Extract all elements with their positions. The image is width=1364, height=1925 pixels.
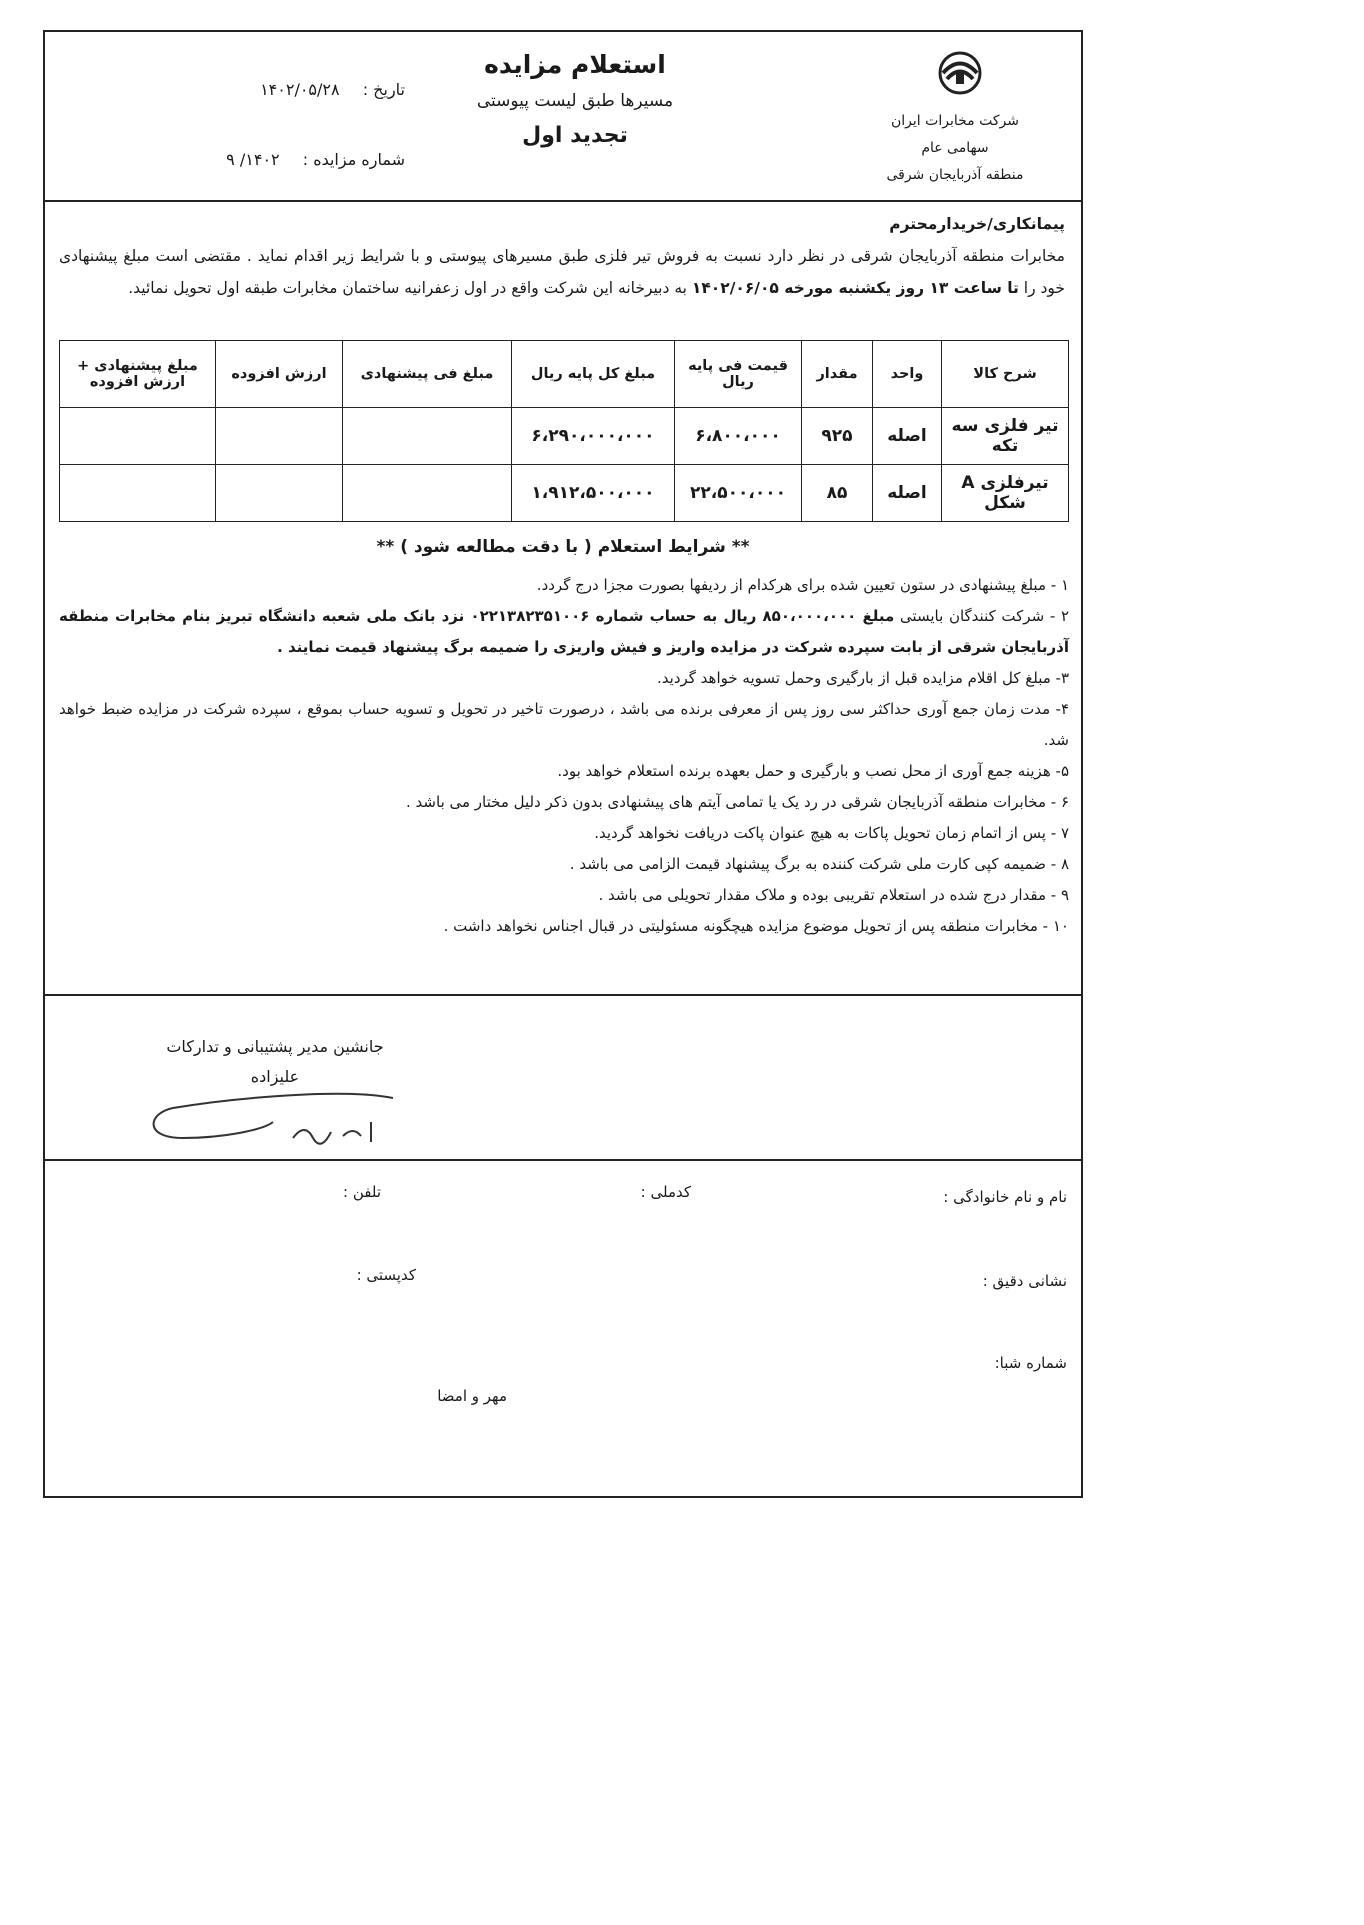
condition-item <box>59 787 1069 818</box>
cell-unit-price: ۶،۸۰۰،۰۰۰ <box>675 408 802 465</box>
signer-name: علیزاده <box>250 1067 300 1086</box>
intro-text-part2: به دبیرخانه این شرکت واقع در اول زعفرانیه ساختمان مخابرات طبقه اول تحویل نمائید. <box>128 279 692 297</box>
intro-text <box>59 240 1065 304</box>
intro-deadline: تا ساعت ۱۳ روز یکشنبه مورخه ۱۴۰۲/۰۶/۰۵ <box>691 279 1019 297</box>
date-value: ۱۴۰۲/۰۵/۲۸ <box>260 80 340 99</box>
condition-item <box>59 663 1069 694</box>
condition-item <box>59 756 1069 787</box>
divider-line <box>45 994 1081 996</box>
col-header-vat: ارزش افزوده <box>216 341 343 408</box>
signer-title: جانشین مدیر پشتیبانی و تدارکات <box>166 1037 384 1056</box>
cell-quantity: ۸۵ <box>802 465 873 522</box>
cell-vat[interactable] <box>216 408 343 465</box>
col-header-unit: واحد <box>873 341 942 408</box>
condition-text: ۱۰ - مخابرات منطقه پس از تحویل موضوع مزایده هیچگونه مسئولیتی در قبال اجناس نخواهد داشت . <box>443 917 1069 935</box>
col-header-offer-plus-vat: مبلغ پیشنهادی + ارزش افزوده <box>60 341 216 408</box>
name-field-label[interactable]: نام و نام خانوادگی : <box>943 1188 1067 1206</box>
table-header-row <box>60 341 1069 408</box>
cell-description: تیرفلزی A شکل <box>942 465 1069 522</box>
condition-text: ۲ - شرکت کنندگان بایستی <box>894 607 1069 625</box>
greeting: پیمانکاری/خریدارمحترم <box>889 215 1065 233</box>
cell-total-price: ۱،۹۱۲،۵۰۰،۰۰۰ <box>512 465 675 522</box>
cell-offer-plus-vat[interactable] <box>60 408 216 465</box>
condition-bold: مبلغ ۸۵۰،۰۰۰،۰۰۰ ریال به حساب شماره ۰۲۲۱۳۸۲۳۵۱۰۰۶ نزد بانک ملی شعبه دانشگاه تبریز بنام مخابرات منطقه آذربایجان شرقی از بابت سپرده شرکت در مزایده واریز و فیش واریزی را ضمیمه برگ پیشنهاد قیمت نمایند . <box>59 607 1069 656</box>
auction-number-label: شماره مزایده : <box>302 150 405 169</box>
date-row <box>155 80 405 99</box>
col-header-quantity: مقدار <box>802 341 873 408</box>
title-block <box>405 50 745 148</box>
intro-text-part1: مخابرات منطقه آذربایجان شرقی در نظر دارد نسبت به فروش تیر فلزی طبق مسیرهای پیوستی و با شرایط زیر اقدام نماید . مقتضی است مبلغ پیشنهادی خود را <box>59 247 1065 297</box>
col-header-description: شرح کالا <box>942 341 1069 408</box>
conditions-title: ** شرایط استعلام ( با دقت مطالعه شود ) ** <box>376 537 750 557</box>
condition-text: ۹ - مقدار درج شده در استعلام تقریبی بوده و ملاک مقدار تحویلی می باشد . <box>598 886 1069 904</box>
intro-paragraph <box>59 208 1065 304</box>
condition-text: ۱ - مبلغ پیشنهادی در ستون تعیین شده برای هرکدام از ردیفها بصورت مجزا درج گردد. <box>536 576 1069 594</box>
cell-unit: اصله <box>873 465 942 522</box>
national-code-field-label[interactable]: کدملی : <box>640 1183 691 1201</box>
cell-offer-price[interactable] <box>343 408 512 465</box>
col-header-unit-price: قیمت فی پایه ریال <box>675 341 802 408</box>
condition-item <box>59 818 1069 849</box>
col-header-offer-price: مبلغ فی پیشنهادی <box>343 341 512 408</box>
divider-line <box>45 1159 1081 1161</box>
renewal-label: تجدید اول <box>522 123 628 148</box>
condition-text: ۵- هزینه جمع آوری از محل نصب و بارگیری و حمل بعهده برنده استعلام خواهد بود. <box>557 762 1069 780</box>
document-subtitle: مسیرها طبق لیست پیوستی <box>476 91 674 111</box>
handwritten-signature-icon <box>143 1078 403 1158</box>
company-line-3: منطقه آذربایجان شرقی <box>886 167 1024 183</box>
condition-item <box>59 694 1069 756</box>
condition-text: ۸ - ضمیمه کپی کارت ملی شرکت کننده به برگ پیشنهاد قیمت الزامی می باشد . <box>569 855 1069 873</box>
items-table <box>59 340 1069 522</box>
condition-text: ۶ - مخابرات منطقه آذربایجان شرقی در رد یک یا تمامی آیتم های پیشنهادی بدون ذکر دلیل مختار می باشد . <box>406 793 1069 811</box>
condition-item <box>59 570 1069 601</box>
condition-text: ۷ - پس از اتمام زمان تحویل پاکات به هیچ عنوان پاکت دریافت نخواهد گردید. <box>594 824 1069 842</box>
company-line-2: سهامی عام <box>921 140 989 156</box>
table-row <box>60 465 1069 522</box>
company-logo-icon <box>929 50 991 96</box>
cell-offer-price[interactable] <box>343 465 512 522</box>
table-row <box>60 408 1069 465</box>
condition-text: ۴- مدت زمان جمع آوری حداکثر سی روز پس از معرفی برنده می باشد ، درصورت تاخیر در تحویل و تسویه حساب بموقع ، سپرده شرکت در مزایده ضبط خواهد شد. <box>59 700 1069 749</box>
condition-item <box>59 911 1069 942</box>
cell-description: تیر فلزی سه تکه <box>942 408 1069 465</box>
auction-number-row <box>155 150 405 169</box>
stamp-signature-label: مهر و امضا <box>437 1387 507 1405</box>
auction-document <box>43 30 1083 1498</box>
cell-quantity: ۹۲۵ <box>802 408 873 465</box>
cell-unit-price: ۲۲،۵۰۰،۰۰۰ <box>675 465 802 522</box>
document-title: استعلام مزایده <box>484 50 666 79</box>
conditions-list <box>59 570 1069 942</box>
condition-item <box>59 601 1069 663</box>
postal-code-field-label[interactable]: کدپستی : <box>356 1266 416 1284</box>
cell-offer-plus-vat[interactable] <box>60 465 216 522</box>
address-field-label[interactable]: نشانی دقیق : <box>982 1272 1067 1290</box>
sheba-field-label[interactable]: شماره شبا: <box>994 1354 1067 1372</box>
col-header-total-price: مبلغ کل پایه ریال <box>512 341 675 408</box>
company-line-1: شرکت مخابرات ایران <box>891 113 1019 129</box>
company-name-block <box>845 108 1065 189</box>
document-header <box>45 32 1081 202</box>
phone-field-label[interactable]: تلفن : <box>343 1183 381 1201</box>
condition-text: ۳- مبلغ کل اقلام مزایده قبل از بارگیری وحمل تسویه خواهد گردید. <box>657 669 1069 687</box>
condition-item <box>59 849 1069 880</box>
auction-number-value: ۱۴۰۲/ ۹ <box>226 150 280 169</box>
cell-vat[interactable] <box>216 465 343 522</box>
cell-unit: اصله <box>873 408 942 465</box>
cell-total-price: ۶،۲۹۰،۰۰۰،۰۰۰ <box>512 408 675 465</box>
condition-item <box>59 880 1069 911</box>
date-label: تاریخ : <box>362 80 405 99</box>
